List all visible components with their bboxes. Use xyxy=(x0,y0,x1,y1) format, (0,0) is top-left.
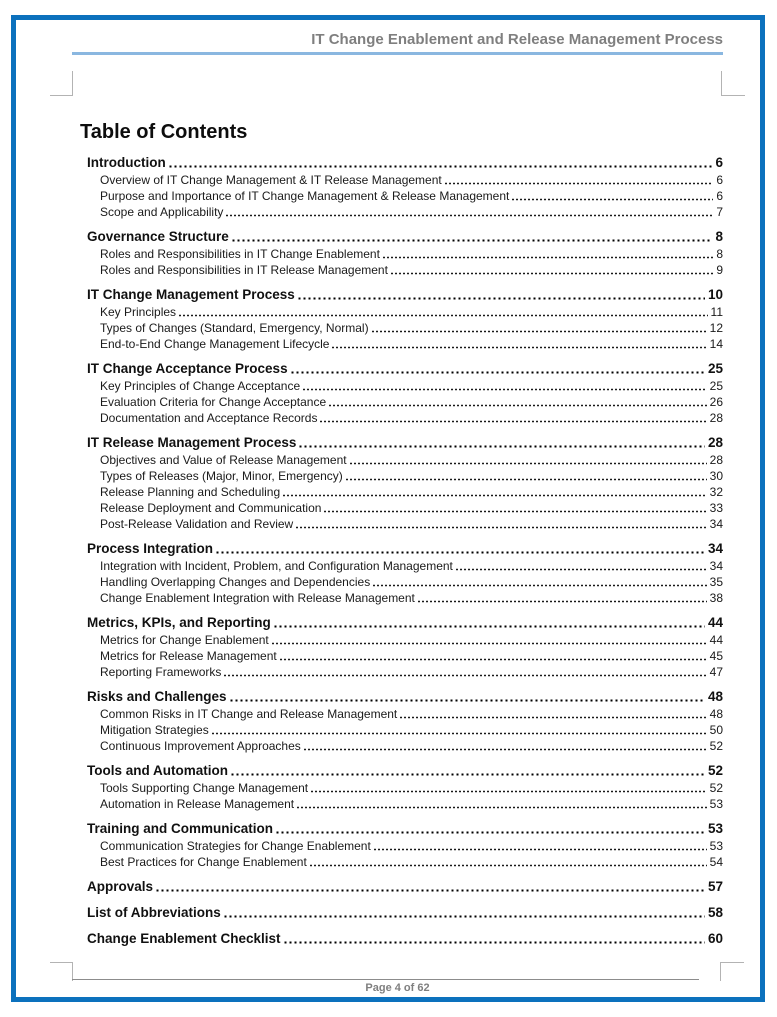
toc-entry-title: Roles and Responsibilities in IT Change Enablement xyxy=(100,247,380,261)
toc-entry-title: Roles and Responsibilities in IT Release Management xyxy=(100,263,388,277)
toc-entry-title: Continuous Improvement Approaches xyxy=(100,739,301,753)
toc-entry-page-number: 54 xyxy=(709,855,723,869)
toc-leader-dots xyxy=(231,227,713,242)
toc-entry-page-number: 45 xyxy=(709,649,723,663)
toc-subentries xyxy=(72,706,723,754)
toc-entry-title: IT Release Management Process xyxy=(87,435,297,450)
toc-entry-page-number: 52 xyxy=(709,781,723,795)
page-footer xyxy=(72,979,723,994)
toc-entry-title: Risks and Challenges xyxy=(87,689,227,704)
toc-entry-level2[interactable] xyxy=(72,320,723,336)
page-header xyxy=(72,31,723,55)
toc-leader-dots xyxy=(279,648,707,661)
toc-entry-level2[interactable] xyxy=(72,452,723,468)
toc-entry-title: Process Integration xyxy=(87,541,214,556)
footer-page-label: Page 4 of 62 xyxy=(365,982,430,994)
toc-entry-level2[interactable] xyxy=(72,590,723,606)
toc-leader-dots xyxy=(310,780,707,793)
toc-leader-dots xyxy=(283,929,705,944)
toc-subentries xyxy=(72,558,723,606)
toc-entry-level2[interactable] xyxy=(72,722,723,738)
toc-leader-dots xyxy=(349,452,707,465)
toc-entry-page-number: 11 xyxy=(710,305,723,319)
toc-entry-level2[interactable] xyxy=(72,394,723,410)
toc-leader-dots xyxy=(282,484,707,497)
toc-entry-page-number: 34 xyxy=(707,541,723,556)
toc-entry-page-number: 48 xyxy=(707,689,723,704)
toc-leader-dots xyxy=(290,359,705,374)
toc-entry-page-number: 6 xyxy=(716,173,723,187)
toc-leader-dots xyxy=(297,285,705,300)
toc-entry-title: Automation in Release Management xyxy=(100,797,295,811)
toc-entry-page-number: 47 xyxy=(709,665,723,679)
toc-leader-dots xyxy=(211,722,707,735)
header-title: IT Change Enablement and Release Management Process xyxy=(311,31,723,48)
toc-entry-level2[interactable] xyxy=(72,516,723,532)
toc-entry-level2[interactable] xyxy=(72,500,723,516)
toc-leader-dots xyxy=(271,632,707,645)
toc-leader-dots xyxy=(328,394,707,407)
toc-leader-dots xyxy=(223,664,706,677)
toc-entry-page-number: 53 xyxy=(709,839,723,853)
toc-leader-dots xyxy=(168,153,713,168)
toc-entry-title: Key Principles xyxy=(100,305,177,319)
toc-entry-page-number: 33 xyxy=(709,501,723,515)
toc-entry-title: Handling Overlapping Changes and Dependencies xyxy=(100,575,371,589)
toc-entry-level1[interactable] xyxy=(72,433,723,452)
toc-leader-dots xyxy=(296,796,707,809)
toc-entry-page-number: 44 xyxy=(707,615,723,630)
toc-entry-level1[interactable] xyxy=(72,687,723,706)
toc-entry-page-number: 57 xyxy=(707,879,723,894)
toc-entry-level1[interactable] xyxy=(72,819,723,838)
toc-entry-level1[interactable] xyxy=(72,285,723,304)
toc-subentries xyxy=(72,246,723,278)
toc-leader-dots xyxy=(331,336,706,349)
toc-entry-level2[interactable] xyxy=(72,632,723,648)
toc-leader-dots xyxy=(302,378,707,391)
toc-entry-level2[interactable] xyxy=(72,738,723,754)
toc-entry-page-number: 50 xyxy=(709,723,723,737)
toc-section xyxy=(72,285,723,352)
toc-subentries xyxy=(72,452,723,532)
toc-leader-dots xyxy=(319,410,706,423)
toc-entry-page-number: 28 xyxy=(709,453,723,467)
toc-entry-page-number: 52 xyxy=(707,763,723,778)
toc-entry-level1[interactable] xyxy=(72,761,723,780)
toc-entry-page-number: 6 xyxy=(716,189,723,203)
toc-leader-dots xyxy=(223,903,705,918)
toc-list xyxy=(72,153,723,948)
toc-subentries xyxy=(72,304,723,352)
toc-entry-title: IT Change Acceptance Process xyxy=(87,361,288,376)
toc-entry-title: Best Practices for Change Enablement xyxy=(100,855,307,869)
toc-entry-page-number: 8 xyxy=(716,247,723,261)
toc-entry-level2[interactable] xyxy=(72,172,723,188)
toc-entry-title: Mitigation Strategies xyxy=(100,723,209,737)
toc-entry-page-number: 30 xyxy=(709,469,723,483)
toc-entry-level2[interactable] xyxy=(72,838,723,854)
toc-entry-title: Purpose and Importance of IT Change Management & Release Management xyxy=(100,189,510,203)
toc-entry-level2[interactable] xyxy=(72,188,723,204)
toc-entry-title: Types of Changes (Standard, Emergency, Normal) xyxy=(100,321,369,335)
toc-entry-level2[interactable] xyxy=(72,574,723,590)
toc-subentries xyxy=(72,172,723,220)
toc-entry-page-number: 32 xyxy=(709,485,723,499)
toc-entry-title: Integration with Incident, Problem, and Configuration Management xyxy=(100,559,453,573)
toc-entry-page-number: 34 xyxy=(709,559,723,573)
toc-entry-page-number: 6 xyxy=(715,155,723,170)
toc-entry-title: Types of Releases (Major, Minor, Emergency) xyxy=(100,469,343,483)
toc-entry-title: Metrics, KPIs, and Reporting xyxy=(87,615,271,630)
toc-section xyxy=(72,903,723,922)
toc-leader-dots xyxy=(417,590,707,603)
toc-entry-title: Change Enablement Checklist xyxy=(87,931,281,946)
toc-section xyxy=(72,539,723,606)
toc-entry-title: Common Risks in IT Change and Release Management xyxy=(100,707,398,721)
toc-entry-title: Governance Structure xyxy=(87,229,229,244)
toc-entry-page-number: 25 xyxy=(707,361,723,376)
toc-entry-page-number: 52 xyxy=(709,739,723,753)
toc-entry-title: Release Deployment and Communication xyxy=(100,501,322,515)
toc-leader-dots xyxy=(373,838,707,851)
toc-leader-dots xyxy=(155,877,705,892)
toc-entry-level2[interactable] xyxy=(72,706,723,722)
toc-entry-page-number: 38 xyxy=(709,591,723,605)
toc-entry-title: Release Planning and Scheduling xyxy=(100,485,281,499)
toc-entry-level2[interactable] xyxy=(72,410,723,426)
toc-entry-title: Metrics for Change Enablement xyxy=(100,633,269,647)
toc-subentries xyxy=(72,632,723,680)
toc-leader-dots xyxy=(390,262,713,275)
toc-entry-level1[interactable] xyxy=(72,359,723,378)
toc-entry-title: Training and Communication xyxy=(87,821,274,836)
toc-leader-dots xyxy=(295,516,706,529)
toc-section xyxy=(72,227,723,278)
toc-leader-dots xyxy=(229,687,705,702)
toc-entry-page-number: 12 xyxy=(709,321,723,335)
toc-leader-dots xyxy=(455,558,707,571)
toc-section xyxy=(72,359,723,426)
header-underline xyxy=(72,52,723,55)
toc-section xyxy=(72,433,723,532)
toc-entry-page-number: 14 xyxy=(709,337,723,351)
toc-entry-title: Tools Supporting Change Management xyxy=(100,781,309,795)
crop-mark-top-left xyxy=(50,71,73,96)
toc-section xyxy=(72,819,723,870)
toc-leader-dots xyxy=(273,613,705,628)
toc-entry-level1[interactable] xyxy=(72,877,723,896)
toc-entry-title: Tools and Automation xyxy=(87,763,228,778)
toc-entry-page-number: 58 xyxy=(707,905,723,920)
toc-entry-title: Post-Release Validation and Review xyxy=(100,517,294,531)
toc-entry-page-number: 53 xyxy=(709,797,723,811)
toc-entry-level2[interactable] xyxy=(72,246,723,262)
toc-leader-dots xyxy=(382,246,713,259)
toc-entry-level1[interactable] xyxy=(72,613,723,632)
toc-entry-level1[interactable] xyxy=(72,539,723,558)
toc-entry-title: List of Abbreviations xyxy=(87,905,221,920)
toc-subentries xyxy=(72,838,723,870)
toc-entry-level1[interactable] xyxy=(72,153,723,172)
toc-section xyxy=(72,929,723,948)
toc-section xyxy=(72,613,723,680)
toc-entry-title: Change Enablement Integration with Release Management xyxy=(100,591,415,605)
toc-leader-dots xyxy=(323,500,706,513)
toc-entry-page-number: 44 xyxy=(709,633,723,647)
toc-leader-dots xyxy=(372,574,706,587)
toc-leader-dots xyxy=(371,320,707,333)
toc-entry-page-number: 8 xyxy=(715,229,723,244)
toc-heading: Table of Contents xyxy=(80,121,248,143)
toc-entry-page-number: 9 xyxy=(716,263,723,277)
toc-section xyxy=(72,153,723,220)
toc-entry-level2[interactable] xyxy=(72,484,723,500)
toc-entry-level2[interactable] xyxy=(72,262,723,278)
toc-entry-level2[interactable] xyxy=(72,336,723,352)
toc-entry-level1[interactable] xyxy=(72,903,723,922)
toc-entry-level2[interactable] xyxy=(72,204,723,220)
toc-leader-dots xyxy=(309,854,707,867)
crop-mark-bottom-left xyxy=(50,962,73,981)
toc-entry-level2[interactable] xyxy=(72,378,723,394)
crop-mark-top-right xyxy=(721,71,745,96)
toc-entry-title: Introduction xyxy=(87,155,166,170)
toc-entry-page-number: 48 xyxy=(709,707,723,721)
toc-section xyxy=(72,687,723,754)
toc-leader-dots xyxy=(399,706,706,719)
toc-entry-level1[interactable] xyxy=(72,227,723,246)
toc-entry-page-number: 28 xyxy=(709,411,723,425)
toc-leader-dots xyxy=(225,204,713,217)
toc-entry-page-number: 28 xyxy=(707,435,723,450)
toc-leader-dots xyxy=(444,172,714,185)
toc-leader-dots xyxy=(345,468,707,481)
toc-entry-title: Scope and Applicability xyxy=(100,205,224,219)
toc-entry-level2[interactable] xyxy=(72,854,723,870)
toc-entry-title: Overview of IT Change Management & IT Release Management xyxy=(100,173,442,187)
toc-entry-title: Approvals xyxy=(87,879,154,894)
toc-leader-dots xyxy=(298,433,705,448)
toc-subentries xyxy=(72,780,723,812)
toc-entry-title: Key Principles of Change Acceptance xyxy=(100,379,301,393)
toc-content xyxy=(72,121,723,948)
toc-entry-page-number: 7 xyxy=(716,205,723,219)
toc-leader-dots xyxy=(215,539,705,554)
toc-entry-page-number: 10 xyxy=(707,287,723,302)
toc-entry-title: Metrics for Release Management xyxy=(100,649,277,663)
toc-entry-page-number: 26 xyxy=(709,395,723,409)
toc-entry-level2[interactable] xyxy=(72,780,723,796)
toc-leader-dots xyxy=(178,304,708,317)
toc-entry-page-number: 53 xyxy=(707,821,723,836)
toc-entry-title: Reporting Frameworks xyxy=(100,665,222,679)
toc-entry-title: Objectives and Value of Release Management xyxy=(100,453,347,467)
toc-leader-dots xyxy=(511,188,713,201)
toc-entry-page-number: 60 xyxy=(707,931,723,946)
toc-entry-level1[interactable] xyxy=(72,929,723,948)
toc-entry-title: IT Change Management Process xyxy=(87,287,295,302)
toc-entry-title: Evaluation Criteria for Change Acceptance xyxy=(100,395,327,409)
toc-entry-page-number: 25 xyxy=(709,379,723,393)
toc-entry-page-number: 35 xyxy=(709,575,723,589)
toc-entry-level2[interactable] xyxy=(72,558,723,574)
toc-leader-dots xyxy=(275,819,705,834)
toc-entry-level2[interactable] xyxy=(72,304,723,320)
toc-entry-level2[interactable] xyxy=(72,664,723,680)
toc-leader-dots xyxy=(303,738,707,751)
toc-entry-title: Documentation and Acceptance Records xyxy=(100,411,318,425)
toc-section xyxy=(72,761,723,812)
toc-entry-page-number: 34 xyxy=(709,517,723,531)
toc-subentries xyxy=(72,378,723,426)
toc-section xyxy=(72,877,723,896)
toc-entry-title: End-to-End Change Management Lifecycle xyxy=(100,337,330,351)
footer-rule xyxy=(72,979,699,980)
crop-mark-bottom-right xyxy=(720,962,744,981)
toc-entry-level2[interactable] xyxy=(72,648,723,664)
toc-entry-level2[interactable] xyxy=(72,796,723,812)
toc-leader-dots xyxy=(230,761,705,776)
toc-entry-level2[interactable] xyxy=(72,468,723,484)
toc-entry-title: Communication Strategies for Change Enablement xyxy=(100,839,371,853)
